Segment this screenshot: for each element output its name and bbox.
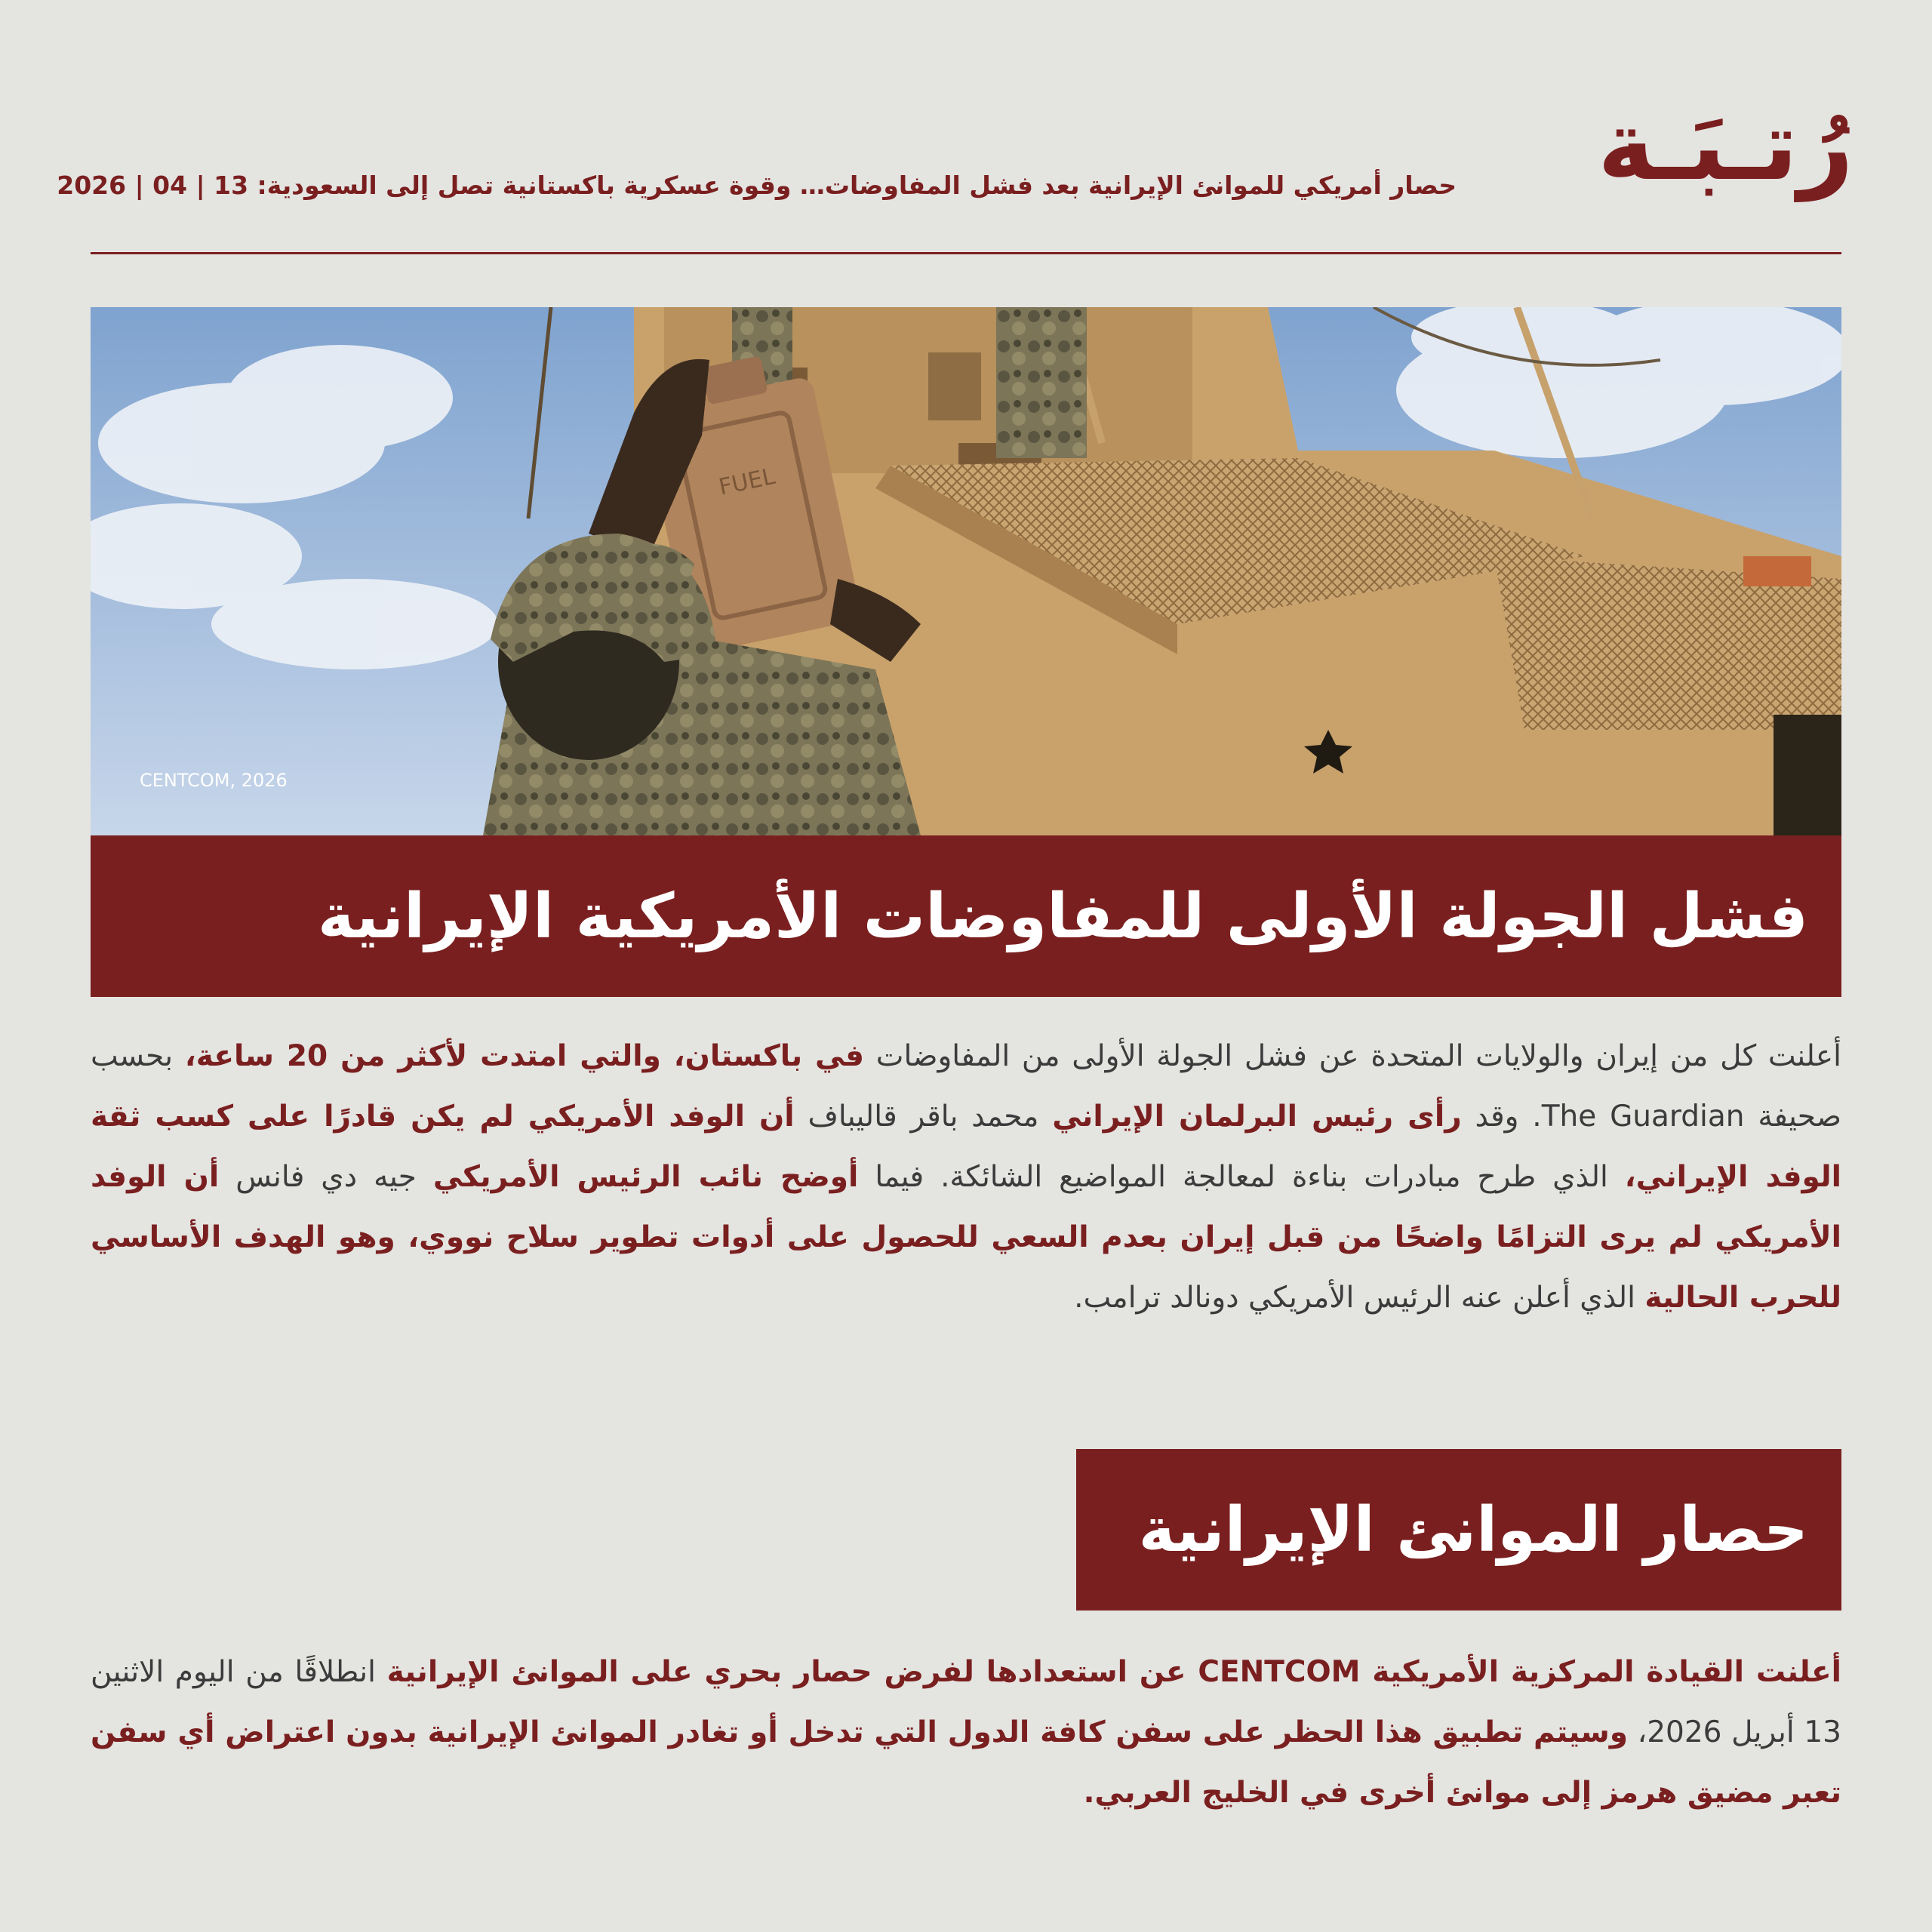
p1-emphasis: أن الوفد الأمريكي لم يرى التزامًا واضحًا من قبل إيران بعدم السعي للحصول على أدوات تطوير سلاح نووي، وهو الهدف الأساسي للحرب الحالية — [91, 1160, 1841, 1315]
p2-emphasis: وسيتم تطبيق هذا الحظر على سفن كافة الدول التي تدخل أو تغادر الموانئ الإيرانية بدون اعتراض أي سفن تعبر مضيق هرمز إلى موانئ أخرى في الخليج العربي. — [91, 1715, 1841, 1810]
header-headline-date: حصار أمريكي للموانئ الإيرانية بعد فشل المفاوضات… وقوة عسكرية باكستانية تصل إلى السعودية: 13 | 04 | 2026 — [57, 171, 1457, 200]
article-title: فشل الجولة الأولى للمفاوضات الأمريكية الإيرانية — [317, 880, 1808, 952]
section-subtitle-bar — [1076, 1449, 1841, 1611]
p1-text: بحسب صحيفة The Guardian. وقد — [91, 1039, 1842, 1134]
section-subtitle: حصار الموانئ الإيرانية — [1138, 1494, 1808, 1566]
p1-emphasis: في باكستان، والتي امتدت لأكثر من 20 ساعة، — [184, 1039, 865, 1073]
brand-logo: رُتـبَـة — [1597, 90, 1854, 202]
p1-text: محمد باقر قاليباف — [794, 1100, 1053, 1134]
p1-text: الذي طرح مبادرات بناءة لمعالجة المواضيع الشائكة. فيما — [858, 1160, 1625, 1194]
hero-illustration — [91, 307, 1841, 835]
p1-emphasis: رأى رئيس البرلمان الإيراني — [1052, 1100, 1462, 1134]
jerrycan-label: FUEL — [716, 463, 778, 501]
p1-text: جيه دي فانس — [219, 1160, 433, 1194]
article-paragraph-1 — [91, 1026, 1841, 1328]
header-divider — [91, 252, 1841, 254]
article-paragraph-2 — [91, 1642, 1841, 1823]
p1-text: أعلنت كل من إيران والولايات المتحدة عن فشل الجولة الأولى من المفاوضات — [864, 1039, 1842, 1073]
p2-text: انطلاقًا من اليوم الاثنين 13 أبريل 2026، — [91, 1655, 1841, 1749]
p1-emphasis: أوضح نائب الرئيس الأمريكي — [432, 1160, 859, 1194]
article-title-bar — [91, 835, 1841, 997]
photo-credit: CENTCOM, 2026 — [140, 770, 288, 791]
p2-emphasis: أعلنت القيادة المركزية الأمريكية CENTCOM عن استعدادها لفرض حصار بحري على الموانئ الإيرانية — [386, 1655, 1841, 1689]
hero-photo — [91, 307, 1841, 835]
p1-text: الذي أعلن عنه الرئيس الأمريكي دونالد ترامب. — [1074, 1281, 1645, 1315]
p1-emphasis: أن الوفد الأمريكي لم يكن قادرًا على كسب ثقة الوفد الإيراني، — [91, 1100, 1841, 1194]
